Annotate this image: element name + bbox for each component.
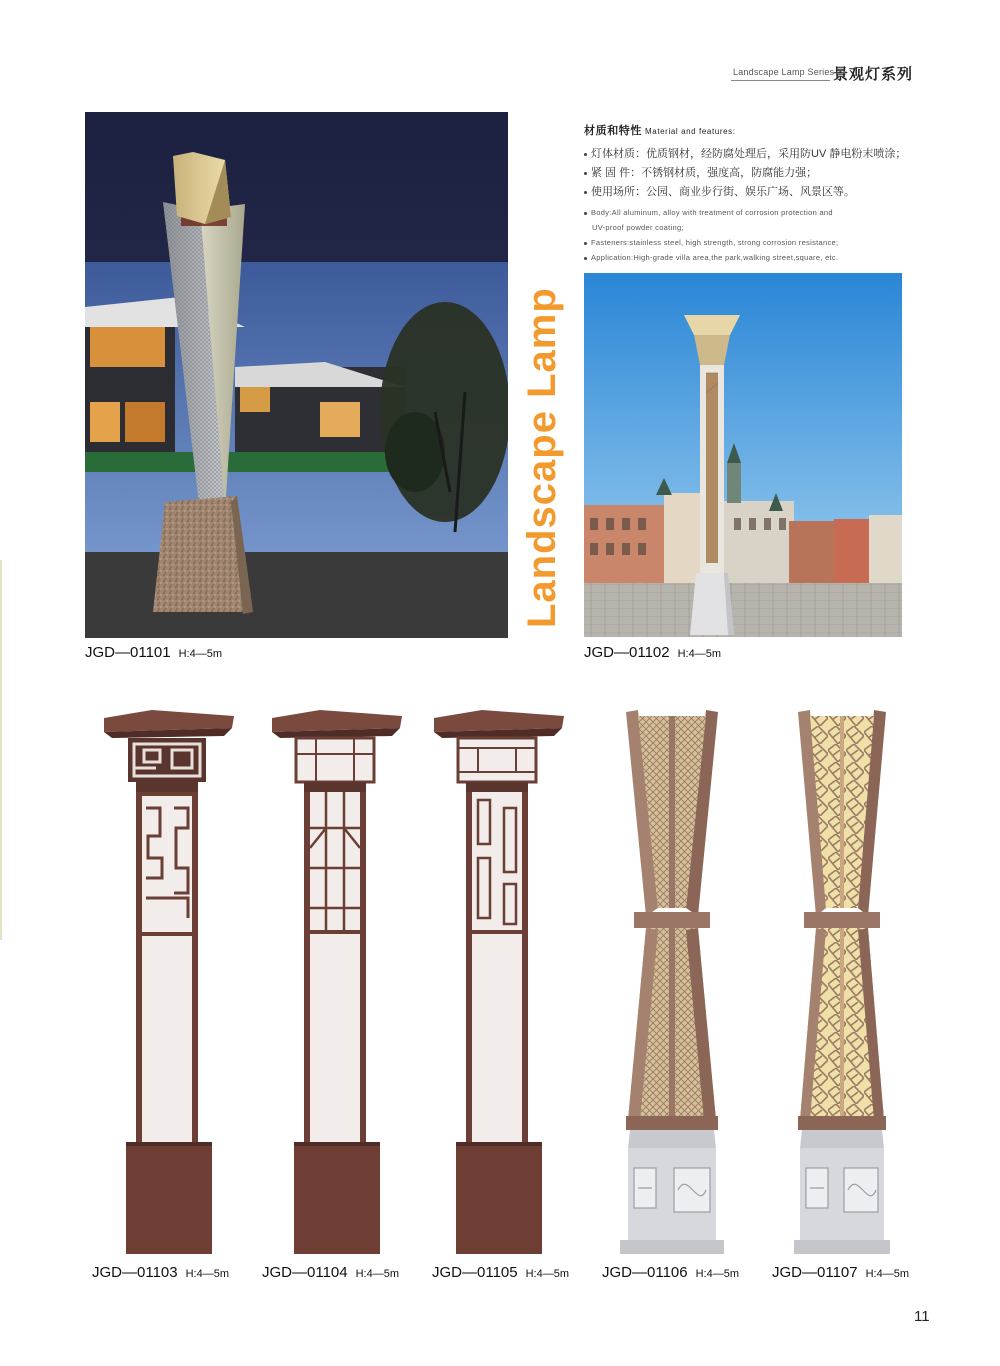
product-render-01106	[618, 708, 728, 1256]
model-01101: JGD—01101	[85, 644, 171, 661]
series-label-en: Landscape Lamp Series	[733, 67, 835, 77]
bullet-icon	[584, 212, 587, 215]
feature-cn-3-text: 使用场所：公园、商业步行街、娱乐广场、风景区等。	[591, 186, 855, 198]
lamp-01104-illustration	[268, 708, 406, 1256]
feature-cn-1-text: 灯体材质：优质钢材，经防腐处理后，采用防UV 静电粉末喷涂；	[591, 148, 907, 160]
product-render-01104	[268, 708, 406, 1256]
model-01106: JGD—01106	[602, 1264, 688, 1281]
feature-cn-2	[584, 164, 817, 180]
bullet-icon	[584, 191, 587, 194]
bullet-icon	[584, 153, 587, 156]
bullet-icon	[584, 257, 587, 260]
feature-en-1-cont	[592, 223, 684, 232]
feature-cn-2-text: 紧 固 件：不锈钢材质，强度高，防腐能力强；	[591, 167, 818, 179]
feature-en-1-text: Body:All aluminum, alloy with treatment of corrosion protection and	[591, 208, 833, 217]
page-number: 11	[914, 1308, 930, 1325]
header-divider	[731, 80, 830, 81]
model-01104: JGD—01104	[262, 1264, 348, 1281]
bullet-icon	[584, 172, 587, 175]
caption-01104	[262, 1264, 399, 1281]
height-01104: H:4—5m	[355, 1268, 400, 1280]
features-heading-en: Material and features:	[645, 127, 736, 136]
height-01103: H:4—5m	[185, 1268, 230, 1280]
feature-en-1	[584, 208, 833, 217]
model-01102: JGD—01102	[584, 644, 670, 661]
features-heading	[584, 122, 736, 138]
caption-01103	[92, 1264, 229, 1281]
feature-cn-1	[584, 145, 906, 161]
height-01101: H:4—5m	[178, 648, 223, 660]
caption-01107	[772, 1264, 909, 1281]
landscape-lamp-vertical-title: Landscape Lamp	[520, 287, 564, 628]
lamp-01103-illustration	[100, 708, 238, 1256]
caption-01106	[602, 1264, 739, 1281]
bullet-icon	[584, 242, 587, 245]
lamp-01107-illustration	[792, 708, 892, 1256]
feature-en-2-text: Fasteners:stainless steel, high strength, strong corrosion resistance;	[591, 238, 839, 247]
product-render-01105	[430, 708, 568, 1256]
product-render-01107	[792, 708, 892, 1256]
feature-en-2	[584, 238, 838, 247]
model-01103: JGD—01103	[92, 1264, 178, 1281]
height-01106: H:4—5m	[695, 1268, 740, 1280]
product-photo-01102	[584, 273, 902, 637]
night-scene-illustration	[85, 112, 508, 638]
lamp-01106-illustration	[618, 708, 728, 1256]
feature-en-3-text: Application:High-grade villa area,the park,walking street,square, etc.	[591, 253, 839, 262]
product-render-01103	[100, 708, 238, 1256]
model-01107: JGD—01107	[772, 1264, 858, 1281]
series-label-cn: 景观灯系列	[833, 66, 914, 83]
features-heading-cn: 材质和特性	[584, 125, 642, 137]
feature-en-1-cont-text: UV-proof powder coating;	[592, 223, 684, 232]
caption-01105	[432, 1264, 569, 1281]
town-square-illustration	[584, 273, 902, 637]
caption-01102	[584, 644, 721, 661]
feature-cn-3	[584, 183, 855, 199]
caption-01101	[85, 644, 222, 661]
height-01102: H:4—5m	[677, 648, 722, 660]
feature-en-3	[584, 253, 838, 262]
model-01105: JGD—01105	[432, 1264, 518, 1281]
lamp-01105-illustration	[430, 708, 568, 1256]
page-edge-mark	[0, 560, 2, 940]
height-01107: H:4—5m	[865, 1268, 910, 1280]
product-photo-01101	[85, 112, 508, 638]
height-01105: H:4—5m	[525, 1268, 570, 1280]
